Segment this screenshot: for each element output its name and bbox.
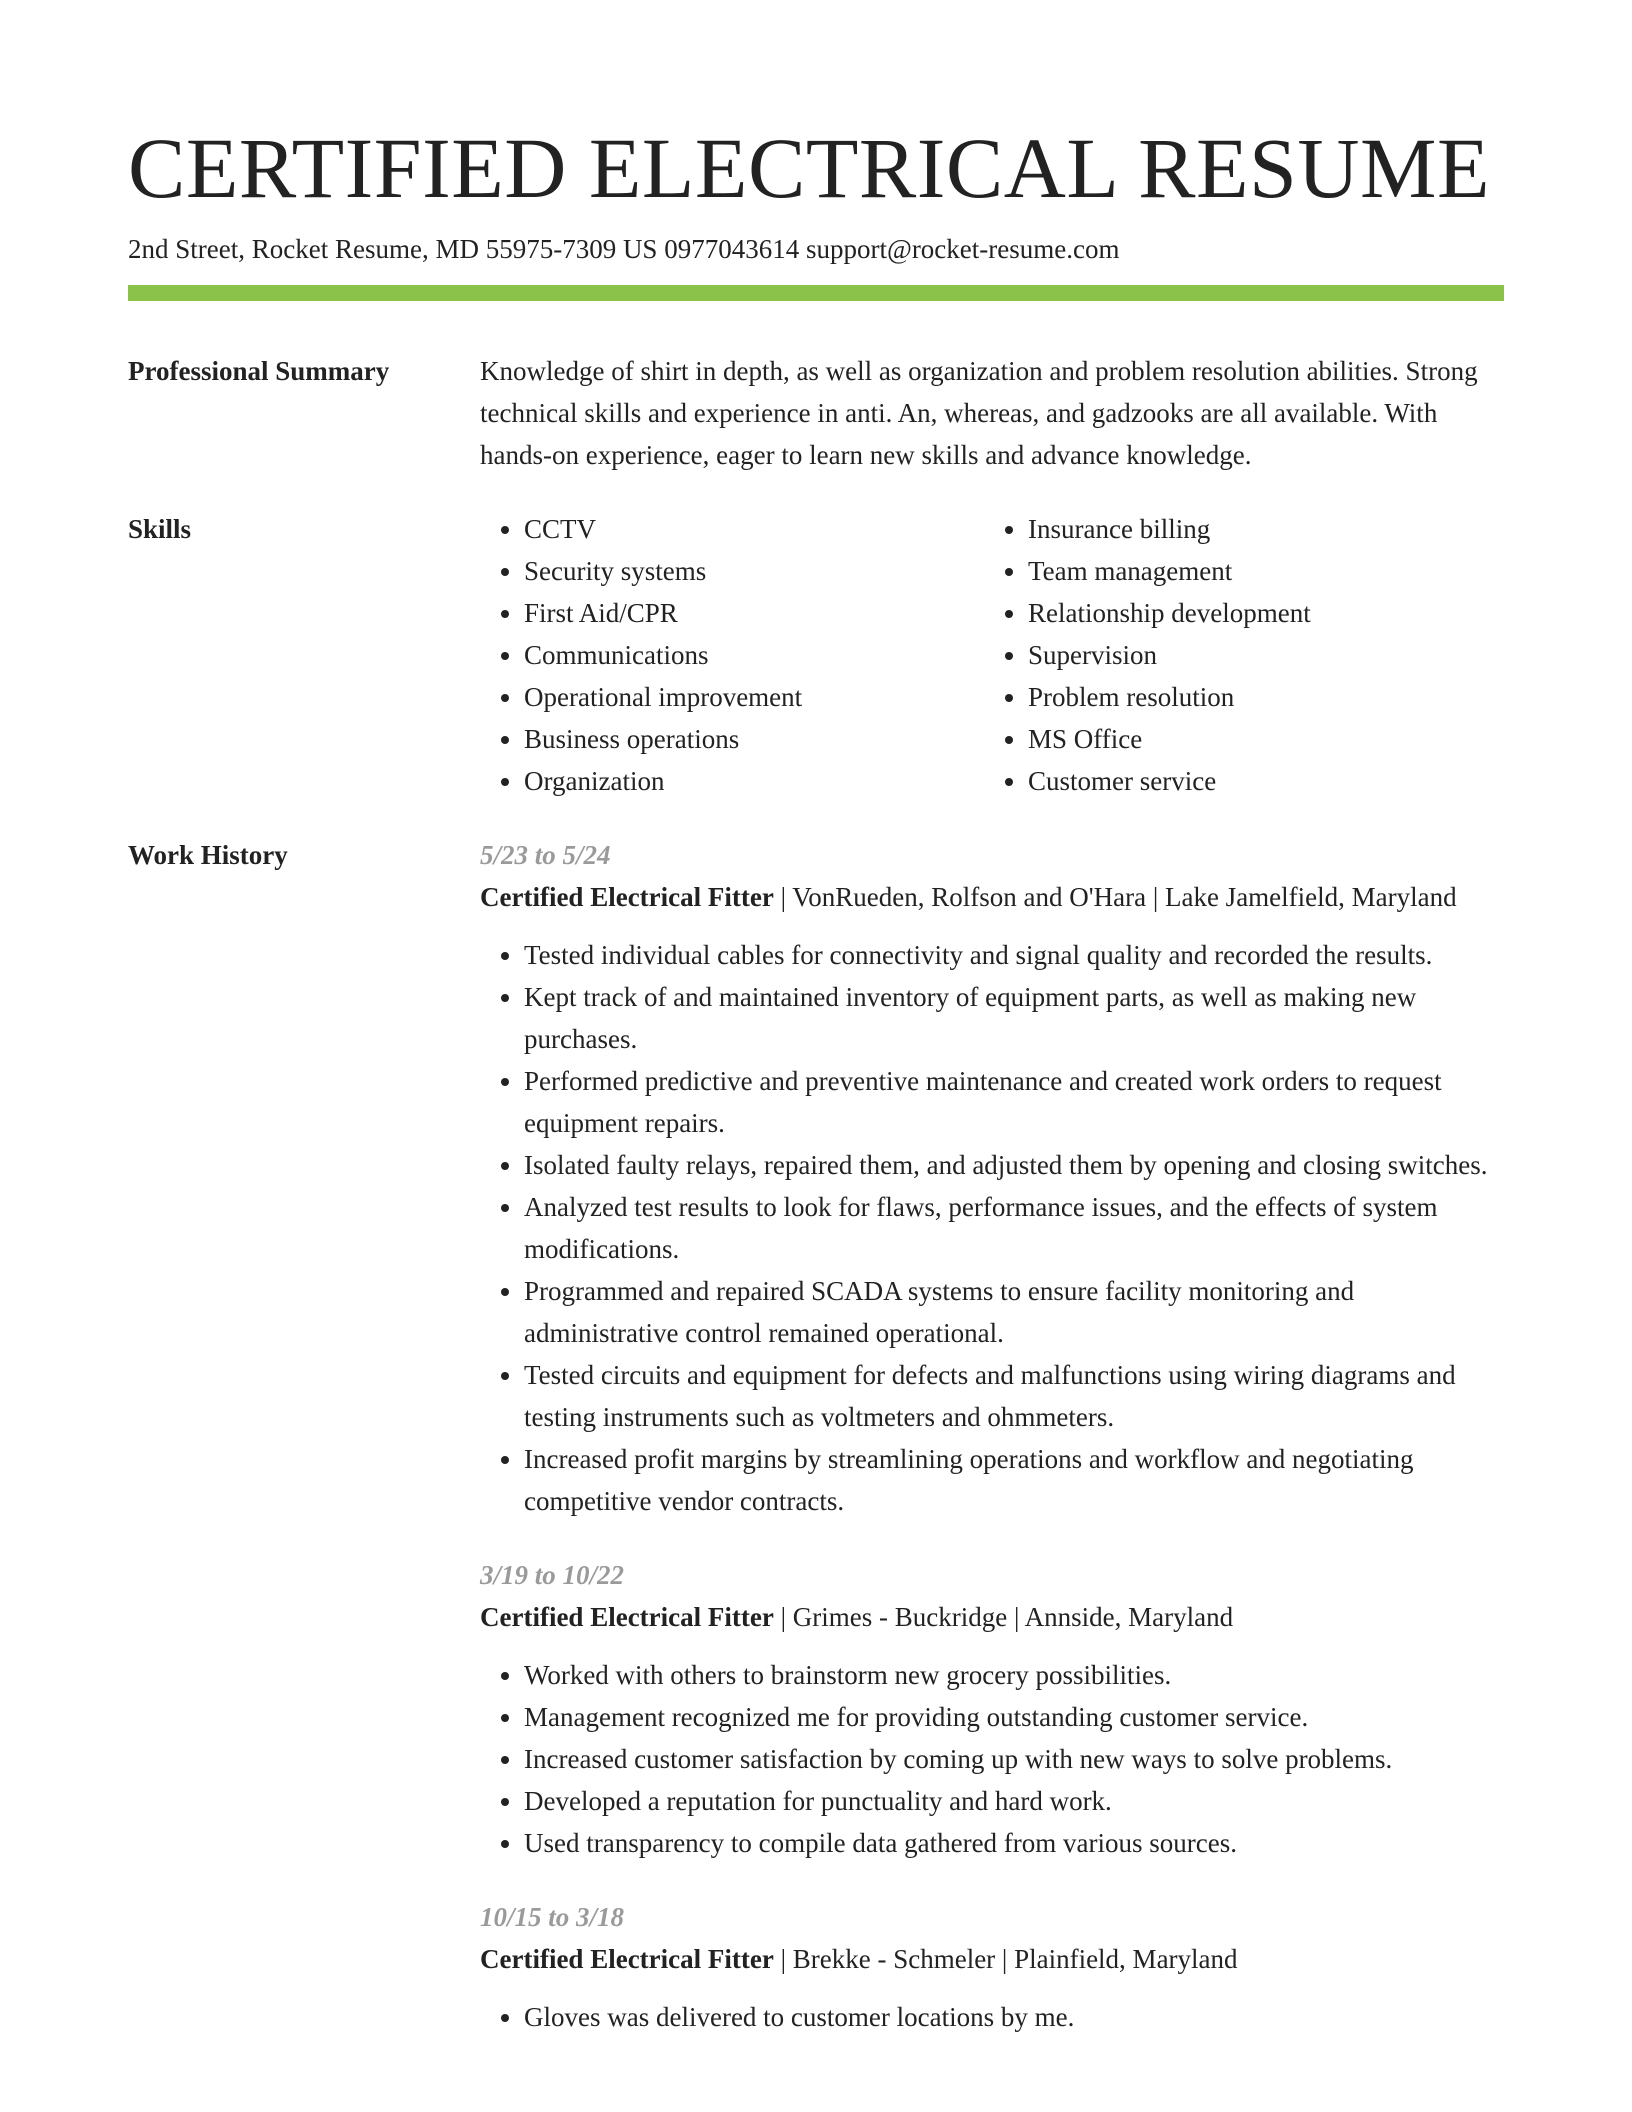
job-heading (480, 876, 1504, 918)
job-bullet: • Worked with others to brainstorm new grocery possibilities. (524, 1654, 1504, 1696)
job-bullet: • Performed predictive and preventive maintenance and created work orders to request equipment repairs. (524, 1060, 1504, 1144)
skill-item: • Operational improvement (524, 676, 984, 718)
skills-body (480, 508, 1504, 802)
job-bullet: • Tested individual cables for connectivity and signal quality and recorded the results. (524, 934, 1504, 976)
skills-list-left (480, 508, 984, 802)
resume-title: CERTIFIED ELECTRICAL RESUME (128, 120, 1490, 216)
job-entry (480, 1896, 1504, 2038)
job-bullet: • Kept track of and maintained inventory of equipment parts, as well as making new purchases. (524, 976, 1504, 1060)
job-employer-location: | VonRueden, Rolfson and O'Hara | Lake Jamelfield, Maryland (773, 882, 1457, 912)
skill-item: • Organization (524, 760, 984, 802)
work-history-body (480, 834, 1504, 2038)
job-dates: 5/23 to 5/24 (480, 840, 611, 870)
job-title: Certified Electrical Fitter (480, 1602, 774, 1632)
skill-item: • MS Office (1028, 718, 1488, 760)
skill-item: • First Aid/CPR (524, 592, 984, 634)
job-bullet: • Analyzed test results to look for flaws, performance issues, and the effects of system modifications. (524, 1186, 1504, 1270)
skill-item: • Customer service (1028, 760, 1488, 802)
contact-line: 2nd Street, Rocket Resume, MD 55975-7309 US 0977043614 support@rocket-resume.com (128, 234, 1120, 264)
summary-body (480, 350, 1504, 476)
accent-divider (128, 285, 1504, 301)
work-history-label: Work History (128, 840, 288, 870)
skill-item: • Insurance billing (1028, 508, 1488, 550)
summary-label: Professional Summary (128, 356, 390, 386)
job-bullet: • Management recognized me for providing outstanding customer service. (524, 1696, 1504, 1738)
skill-item: • Security systems (524, 550, 984, 592)
job-bullet: • Tested circuits and equipment for defects and malfunctions using wiring diagrams and testing instruments such as voltmeters and ohmmeters. (524, 1354, 1504, 1438)
job-bullet: • Used transparency to compile data gathered from various sources. (524, 1822, 1504, 1864)
skill-item: • Relationship development (1028, 592, 1488, 634)
skill-item: • Business operations (524, 718, 984, 760)
summary-text: Knowledge of shirt in depth, as well as organization and problem resolution abilities. Strong technical skills and experience in anti. An, whereas, and gadzooks are all available. With hands-on experience, eager to learn new skills and advance knowledge. (480, 356, 1478, 470)
job-bullet-list (480, 934, 1504, 1522)
job-bullet: • Increased profit margins by streamlining operations and workflow and negotiating competitive vendor contracts. (524, 1438, 1504, 1522)
job-bullet: • Gloves was delivered to customer locations by me. (524, 1996, 1504, 2038)
job-heading (480, 1938, 1504, 1980)
job-bullet: • Developed a reputation for punctuality and hard work. (524, 1780, 1504, 1822)
job-entry (480, 1554, 1504, 1864)
job-title: Certified Electrical Fitter (480, 1944, 774, 1974)
job-bullet: • Programmed and repaired SCADA systems to ensure facility monitoring and administrative control remained operational. (524, 1270, 1504, 1354)
job-employer-location: | Brekke - Schmeler | Plainfield, Maryland (773, 1944, 1238, 1974)
job-employer-location: | Grimes - Buckridge | Annside, Maryland (773, 1602, 1234, 1632)
skills-list-right (984, 508, 1488, 802)
skills-grid (480, 508, 1504, 802)
job-dates: 3/19 to 10/22 (480, 1560, 625, 1590)
job-bullet: • Increased customer satisfaction by coming up with new ways to solve problems. (524, 1738, 1504, 1780)
skill-item: • CCTV (524, 508, 984, 550)
skill-item: • Team management (1028, 550, 1488, 592)
skill-item: • Supervision (1028, 634, 1488, 676)
job-entry (480, 834, 1504, 1522)
skills-label: Skills (128, 514, 192, 544)
job-bullet-list (480, 1654, 1504, 1864)
job-title: Certified Electrical Fitter (480, 882, 774, 912)
skill-item: • Communications (524, 634, 984, 676)
job-dates: 10/15 to 3/18 (480, 1902, 625, 1932)
job-bullet: • Isolated faulty relays, repaired them, and adjusted them by opening and closing switches. (524, 1144, 1504, 1186)
job-bullet-list (480, 1996, 1504, 2038)
skill-item: • Problem resolution (1028, 676, 1488, 718)
job-heading (480, 1596, 1504, 1638)
